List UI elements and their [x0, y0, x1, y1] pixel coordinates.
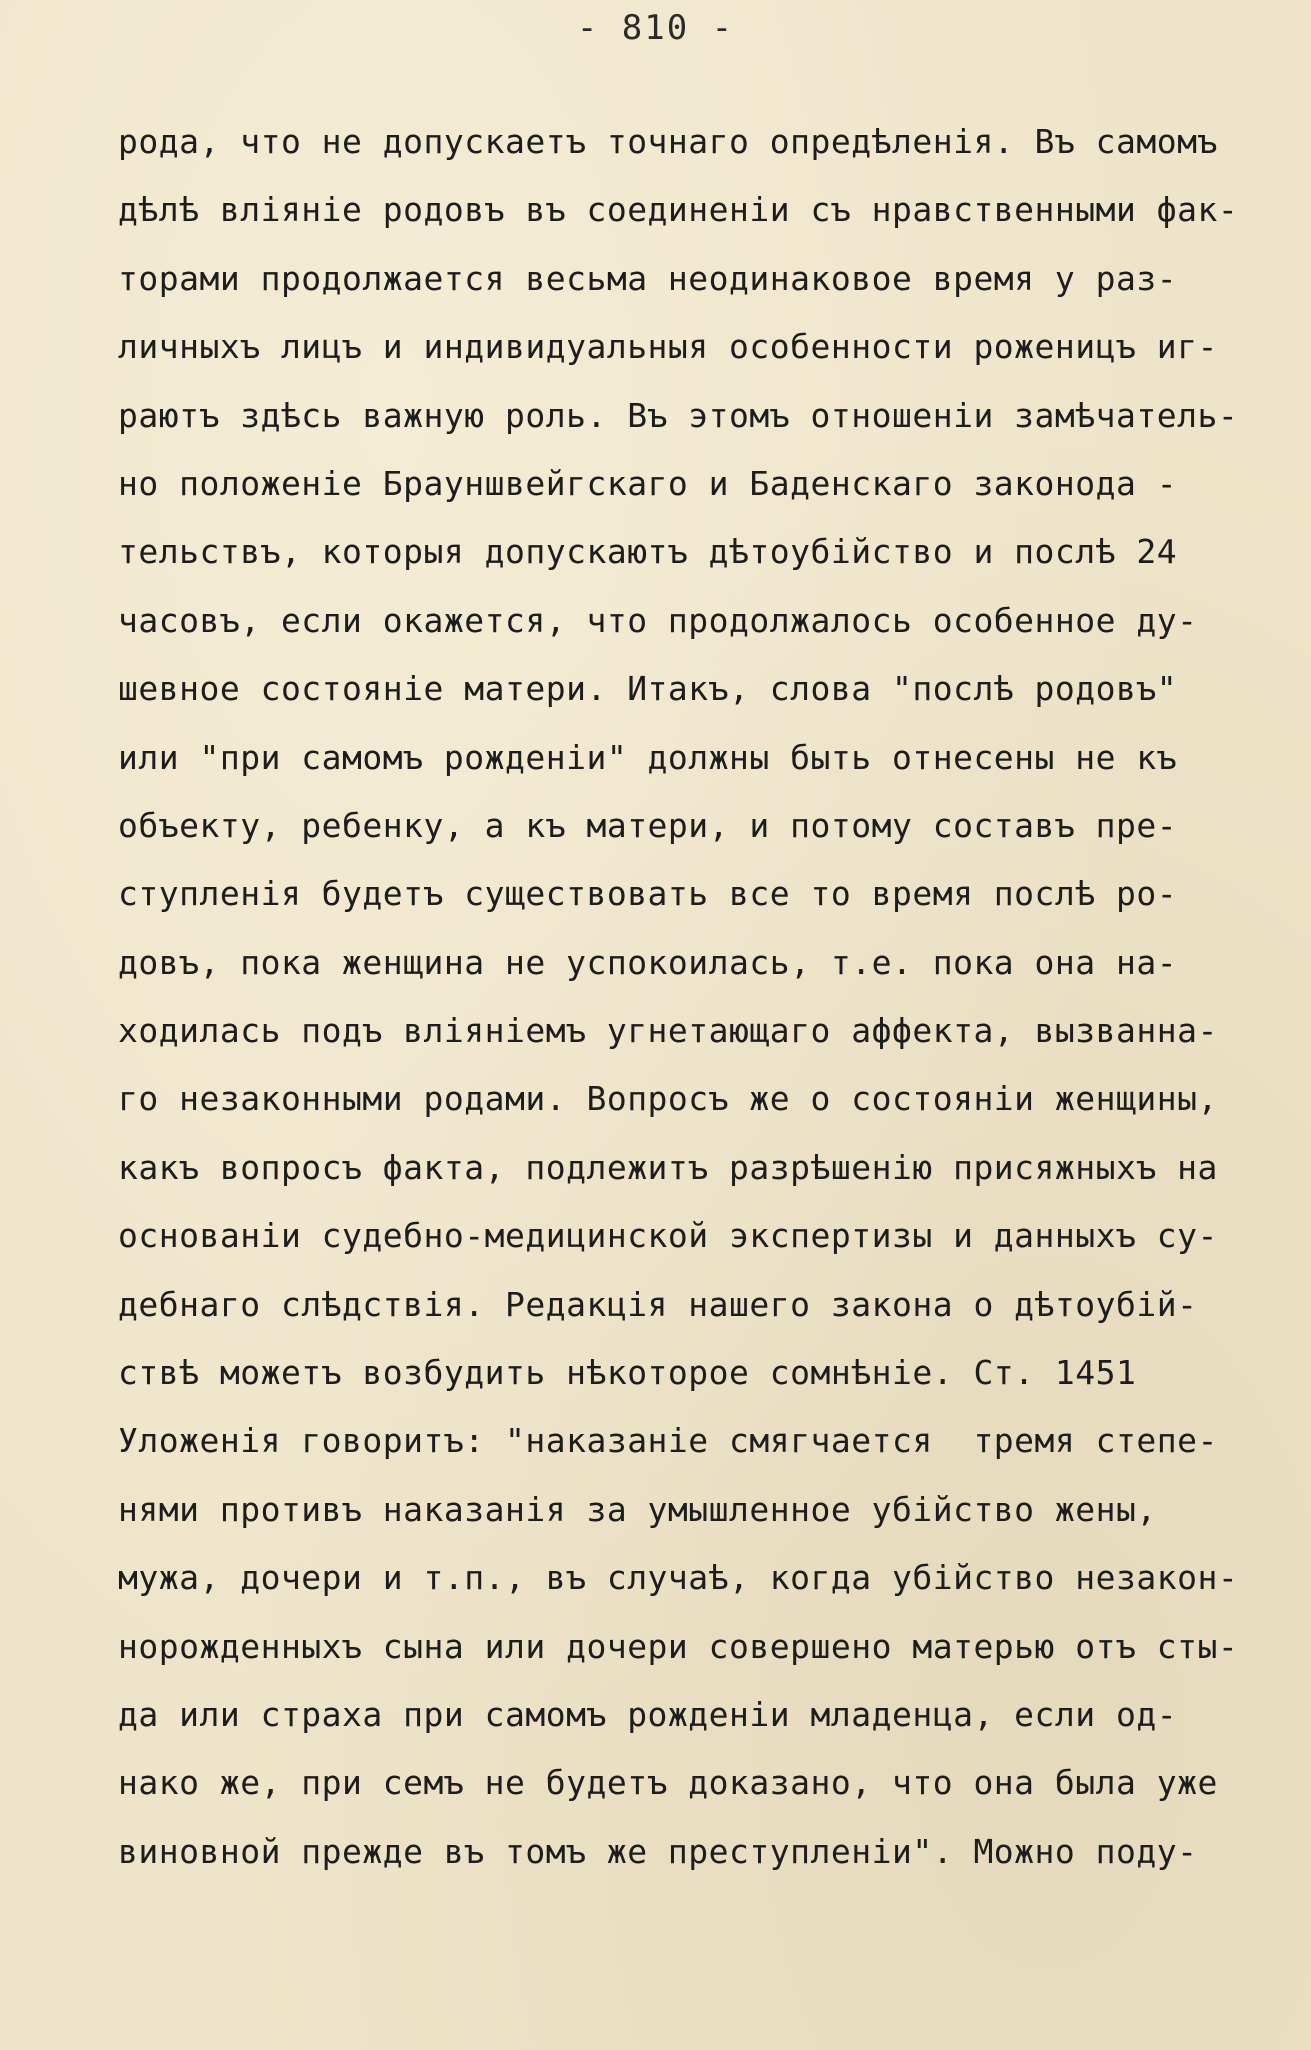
text-line: или "при самомъ рожденіи" должны быть отнесены не къ	[118, 737, 1178, 777]
text-line: дебнаго слѣдствія. Редакція нашего закона о дѣтоубій-	[118, 1284, 1198, 1324]
text-line: го незаконными родами. Вопросъ же о состояніи женщины,	[118, 1079, 1218, 1119]
text-line: норожденныхъ сына или дочери совершено матерью отъ сты-	[118, 1626, 1239, 1666]
text-line: тельствъ, которыя допускаютъ дѣтоубійство и послѣ 24	[118, 532, 1178, 572]
text-line: рода, что не допускаетъ точнаго опредѣленія. Въ самомъ	[118, 122, 1218, 161]
text-line: раютъ здѣсь важную роль. Въ этомъ отношеніи замѣчатель-	[118, 395, 1239, 435]
body-text	[118, 108, 1278, 1886]
text-line: нями противъ наказанія за умышленное убійство жены,	[118, 1489, 1157, 1529]
text-line: Уложенія говоритъ: "наказаніе смягчается тремя степе-	[118, 1421, 1218, 1461]
text-line: ступленія будетъ существовать все то время послѣ ро-	[118, 874, 1178, 914]
text-line: объекту, ребенку, а къ матери, и потому составъ пре-	[118, 805, 1178, 845]
page-number: - 810 -	[576, 8, 735, 48]
text-line: но положеніе Брауншвейгскаго и Баденскаго законода -	[118, 463, 1178, 503]
text-line: основаніи судебно-медицинской экспертизы и данныхъ су-	[118, 1216, 1218, 1256]
text-line: довъ, пока женщина не успокоилась, т.е. пока она на-	[118, 942, 1178, 982]
text-line: виновной прежде въ томъ же преступленіи". Можно поду-	[118, 1831, 1198, 1871]
text-line: шевное состояніе матери. Итакъ, слова "послѣ родовъ"	[118, 669, 1178, 709]
text-line: нако же, при семъ не будетъ доказано, что она была уже	[118, 1763, 1218, 1803]
text-line: да или страха при самомъ рожденіи младенца, если од-	[118, 1694, 1178, 1734]
text-line: мужа, дочери и т.п., въ случаѣ, когда убійство незакон-	[118, 1558, 1239, 1598]
text-line: ходилась подъ вліяніемъ угнетающаго аффекта, вызванна-	[118, 1011, 1218, 1051]
text-line: дѣлѣ вліяніе родовъ въ соединеніи съ нравственными фак-	[118, 190, 1239, 230]
text-line: торами продолжается весьма неодинаковое время у раз-	[118, 258, 1178, 298]
text-line: личныхъ лицъ и индивидуальныя особенности роженицъ иг-	[118, 327, 1218, 367]
text-line: какъ вопросъ факта, подлежитъ разрѣшенію присяжныхъ на	[118, 1147, 1218, 1187]
text-line: часовъ, если окажется, что продолжалось особенное ду-	[118, 600, 1198, 640]
text-line: ствѣ можетъ возбудить нѣкоторое сомнѣніе. Ст. 1451	[118, 1353, 1137, 1393]
